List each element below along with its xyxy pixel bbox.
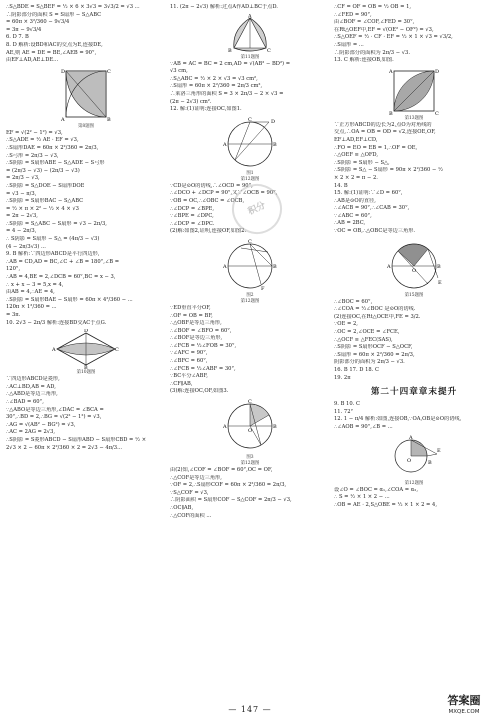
answer-line: 30°,∴BD = 2,∴BG = √(2² − 1²) = √3, [6,414,102,421]
col1-mid-block [6,130,166,320]
answer-line: ∴AC⊥BD,AB = AD, [6,383,56,390]
answer-line: ∴∠ACB = 90°,∴∠CAB = 30°, [334,205,410,212]
answer-column-middle [170,4,330,700]
svg-text:A: A [223,141,227,148]
answer-line: ∵∠BPE = ∠DPC, [170,213,214,220]
answer-line: ∴ x + x − 3 = 5,x = 4, [6,281,64,288]
answer-line: ∴ S = ½ × 1 × 2 − ... [334,494,390,501]
answer-line: (2π − 2√3) cm². [170,98,212,105]
answer-line: = √3 − π/3, [6,190,37,197]
answer-line: ∴S阴影 = S△DOE − S扇形DOE [6,182,85,189]
answer-line: ∴S△ADE = ½ AE · EF = √3, [6,137,79,144]
svg-text:A: A [248,13,252,20]
answer-line: ∵正方形ABCD的边长为2,点O为对角线的 [334,121,432,128]
answer-line: (3)解:连接OC,OF,如图3. [170,388,229,395]
svg-text:C: C [248,116,252,123]
answer-line: ∴∠BOF = ∠BFO = 60°, [170,327,232,334]
answer-line: 在Rt△OEF中,EF = √(OE² − OF²) = √3, [334,26,434,33]
svg-text:C: C [115,347,119,354]
answer-line: ∵OC = OB,∴△OBC是等边三角形. [334,228,416,235]
svg-text:B: B [273,424,277,431]
answer-line: ∴莱洛三角形的面积 S = 3 × 2π/3 − 2 × √3 = [170,90,284,97]
answer-line: ∵OF = 2,∴S扇形COF = 60π × 2²/360 = 2π/3, [170,482,287,489]
col2-q12c-block [170,467,330,520]
col3-after-block [334,401,494,431]
answer-line: ∴∠DCP = ∠BPE, [170,205,214,212]
answer-line: ∴S△BDE = S△BEF = ½ × 6 × 3√3 = 3√3/2 = √3 ... [6,4,140,10]
answer-line: 16. B 17. D 18. C [334,367,379,373]
answer-line: ∴∠BOF是等边三角形, [170,335,223,342]
answer-line: ∵∠AFC = 90°, [170,350,208,357]
answer-line: ∴∠COA = ½∠BOC 是⊙O的切线. [334,306,416,313]
answer-line: ∴S扇形DAE = 60π × 2²/360 = 2π/3, [6,144,99,151]
answer-line: ∴△ABD是等边三角形, [6,391,58,398]
answer-line: ∴∠BOC = 60°, [334,298,373,305]
figure-q10-rhombus [51,329,121,369]
answer-line: ∴S阴影 = S扇形BAC − S△ABC [6,198,84,205]
answer-line: ∴阴影部分的面积为 2π/3 − √3. [334,49,410,56]
svg-text:A: A [387,263,391,270]
answer-line: 2√3 × 2 − 60π × 2²/360 × 2 = 2√3 − 4π/3... [6,444,123,451]
answer-line: 120π × 1²/360 = ... [6,304,57,311]
answer-line: = ½ × π × 2² − ½ × 4 × √3 [6,205,79,212]
svg-text:B: B [437,263,441,270]
figure-q12-subcaption-1: 第12题图 [240,176,260,182]
answer-line: ∴∠BAD = 60°, [6,398,44,405]
answer-line: = 3π. [6,312,21,318]
svg-text:F: F [261,285,265,292]
col3-end-block [334,487,494,510]
svg-text:C: C [107,68,111,75]
svg-text:C: C [267,47,271,54]
figure-q12-diagram-3 [221,398,279,454]
answer-line: ∴∠AOB = 90°,∠B = ... [334,423,393,430]
answer-line: ∴S扇形 = ... [334,41,364,48]
answer-line: ∴S阴影 = S菱形ABCD − S扇形ABD − S扇形CBD = ½ × [6,436,147,443]
answer-line: ∴S△OEF = ½ · CF · EF = ½ × 1 × √3 = √3/2, [334,34,453,41]
answer-line: ∴S弓形 = 2π/3 − √3, [6,152,59,159]
answer-line: ∵△ABO是等边三角形,∠DAC = ∠BCA = [6,406,104,413]
answer-line: 9. B 10. C [334,401,360,408]
answer-line: ∴S阴影 = S扇形ABE − S△ADE − S弓形 [6,160,105,167]
answer-line: ∴OC = 2,∠OCE = ∠FCE, [334,329,400,336]
answer-line: ∴S阴影 = S扇形BAE − S扇形 = 60π × 4²/360 − ... [6,296,133,303]
answer-line: = 3π − 9√3/4 [6,26,42,33]
answer-line: ∵CD是⊙O的切线,∴∠OCD = 90°, [170,182,253,189]
answer-line: ∴△OEF ≌ △OFD, [334,152,379,159]
answer-line: ∵OE = 2, [334,321,358,328]
svg-text:B: B [273,263,277,270]
svg-text:A: A [389,68,393,75]
answer-column-left [6,4,166,700]
figure-q12-diagram-1 [221,116,279,170]
svg-text:B: B [107,116,111,123]
answer-line: ∴FO = EO = EB = 1,∴OF = OE, [334,144,418,151]
answer-line: ∴S扇形 = 60π × 2²/360 = 2π/3 cm², [170,83,263,90]
answer-line: 9. B 解析:∵四边形ABCD是平行四边形, [6,251,100,258]
answer-line: ∴∠FCB = ½∠FOB = 30°, [170,342,237,349]
figure-q8-caption: 第8题图 [78,123,94,129]
col2-mid-block [170,61,330,114]
answer-line: ∵∠ABC = 60°, [334,212,372,219]
figure-q10-caption: 第10题图 [76,370,96,376]
answer-line: ∴CF = OF = OB = ½ OB = 1, [334,4,412,10]
svg-text:O: O [248,428,253,435]
figure-q13-square [389,67,439,115]
answer-line: (2)解:如图2,证明,连接OF,如图2. [170,228,247,235]
svg-text:A: A [52,347,56,354]
answer-line: √3 cm, [170,68,188,75]
answer-line: ∴OC∥AB, [170,505,194,511]
svg-text:B: B [228,47,232,54]
svg-text:C: C [248,238,252,245]
svg-text:A: A [223,424,227,431]
answer-line: ∴AB = CD,AD = BC,∠C + ∠B = 180°,∠B = [6,258,120,265]
answer-line: 14. B [334,182,348,189]
figure-q12-chapter-caption: 第12题图 [404,480,424,486]
page-number: — 147 — [228,705,272,714]
answer-line: 10. 2√3 − 2π/3 解析:连接BD交AC于点G. [6,319,107,326]
figure-q12-caption-3: 图3 [246,455,254,461]
svg-text:C: C [248,399,252,406]
answer-line: ∵S△COF = √3, [170,489,209,496]
answer-line: 19. 2π [334,374,351,381]
col3-top-block [334,4,494,65]
answer-line: 11. 72° [334,408,354,415]
answer-column-right [334,4,494,700]
figure-q15-caption: 第15题图 [404,292,424,298]
watermark-stamp: 积分 [224,176,290,242]
answer-line: ∴△OBF是等边三角形, [170,320,222,327]
answer-line: ∴ S阴影 = S扇形 − S△ = (4π/3 − √3) [6,236,100,243]
answer-line: ∵四边形ABCD是菱形, [6,376,60,383]
answer-line: ∴△COF的面积 ... [170,512,212,519]
answer-line: EF = √(2² − 1²) = √3, [6,129,63,136]
svg-text:D: D [435,68,439,75]
answer-line: ∴∠FED = 90°, [334,11,372,18]
answer-line: (4 − 2π/3√3) ... [6,243,46,250]
answer-line: ∴∠DCP = ∠DPC. [170,220,215,227]
answer-line: ∴AB = 2BC, [334,220,366,227]
answer-line: (2)连接OC,在Rt△OCE中,FE = 3/2. [334,313,421,320]
answer-line: EF⊥AD,EF⊥CD, [334,136,378,143]
svg-text:A: A [409,434,413,441]
answer-line: ∵OB = OC,∴∠OBC = ∠OCB, [170,197,245,204]
col2-top-block [170,4,330,12]
answer-line: ∴AC = 2AG = 2√3, [6,429,56,436]
answer-line: ∴S阴影 = S△ABC − S扇形 = √3 − 2π/3, [6,220,107,227]
chapter-heading: 第二十四章章末提升 [370,387,458,398]
answer-line: ∴AB = 4,BE = 2,∠DCB = 60°,BC = x − 3, [6,274,116,281]
answer-line: = 60π × 3²/360 − 9√3/4 [6,19,70,26]
svg-text:B: B [273,141,277,148]
answer-line: = (2π/3 − √3) − (2π/3 − √3) [6,167,80,174]
svg-text:B: B [84,365,88,370]
figure-q15-circle [386,238,442,292]
answer-line: 交点,∴OA = OB = OD = √2,连接OE,OF, [334,129,436,136]
figure-q12-chapter [387,434,441,480]
answer-line: = 2π − 2√3, [6,213,38,220]
answer-line: ∵BC平分∠ABF, [170,373,208,380]
answer-line: ∴S阴影 = S△ − S扇形 = 90π × 2²/360 − ½ [334,167,443,174]
col3-q15-block [334,299,494,383]
answer-line: 13. C 解析:连接OB,如图. [334,57,394,64]
answer-line: 6. D 7. B [6,34,29,41]
answer-line: ∴阴影面积 = S扇形COF − S△COF = 2π/3 − √3, [170,497,292,504]
svg-text:D: D [61,68,66,75]
answer-line: 由∠BOF = ∠COF,∠FED = 30°, [334,19,415,26]
answer-line: ∴AG = √(AB² − BG²) = √3, [6,421,76,428]
answer-line: ∴∠BFC = 60°, [170,358,208,365]
answer-line: 阴影部分的面积为 2π/3 − √3. [334,359,405,366]
answer-line: ∴△COF是等边三角形, [170,474,222,481]
answer-line: ∴∠DCO + ∠DCP = 90°,又∵∠OCB = 90°, [170,190,278,197]
answer-line: ∴△OCF ≌ △FEC(SAS), [334,336,393,343]
answer-line: × 2 × 2 = π − 2. [334,174,378,181]
answer-line: ∴∠FCB = ½∠ABF = 30°, [170,365,236,372]
figure-q12-caption-2: 图2 [246,292,254,298]
answer-line: 由AB = 4,∴AE = 4, [6,289,55,296]
figure-q11-reuleaux [226,14,274,54]
answer-line: ∵ED垂直平分OF, [170,304,211,311]
figure-q8-square [60,67,112,123]
svg-text:E: E [438,279,442,286]
answer-line: 11. (2π − 2√3) 解析:过点A作AD⊥BC于点D. [170,4,278,10]
col3-mid-block [334,122,494,236]
answer-line: 由(2)知,∠COF = ∠BOF = 60°,OC = OF, [170,467,273,474]
answer-line: ∴S△ABC = ½ × 2 × √3 = √3 cm², [170,75,258,82]
svg-text:E: E [437,447,441,454]
answer-line: 由EF⊥AD,AE⊥DE... [6,57,59,64]
svg-text:A: A [223,263,227,270]
answer-line: ∴AB是⊙O的直径, [334,197,376,204]
svg-text:O: O [412,267,417,274]
svg-text:B: B [428,459,432,466]
corner-logo-text: 答案圈 [447,694,481,707]
answer-line: = 4 − 2π/3, [6,228,37,235]
svg-text:O: O [407,457,412,464]
answer-line: ∴S阴影 = S扇形OCF − S△OCF, [334,344,413,351]
corner-logo [432,694,496,722]
svg-text:C: C [435,110,439,115]
answer-line: ∴CF∥AB, [170,380,193,387]
answer-line: ∴OF = OB = BF, [170,312,213,319]
col1-top-block [6,4,166,65]
answer-line: 15. 解:(1)证明:∵∠D = 60°, [334,190,403,197]
answer-line: 12. 解:(1)证明:连接OC,如图1. [170,106,242,113]
figure-q13-caption: 第13题图 [404,115,424,121]
col1-bottom-block [6,376,166,452]
answer-line: 120°, [6,266,21,273]
answer-line: ∴阴影部分的面积 S = S扇形 − S△ABC [6,11,102,18]
answer-line: ∵AB = AC = BC = 2 cm,AD = √(AB² − BD²) = [170,60,291,67]
answer-line: 设∠O = ∠BOC = α₁,∠COA = α₂, [334,486,418,493]
answer-line: 8. D 解析:设BD和AC的交点为E,连接DE, [6,41,103,48]
answer-line: ∴S阴影 = S扇形 − S△, [334,159,390,166]
svg-text:D: D [84,329,89,335]
svg-text:A: A [61,116,65,123]
answer-line: ∴S扇形 = 60π × 2²/360 = 2π/3, [334,351,415,358]
col2-q12b-block [170,305,330,396]
col1-q10-block [6,320,166,328]
answer-line: 12. 1 − π/4 解析:如图,连接OB,∵OA,OB是⊙O的切线, [334,416,462,423]
answer-line: ∴OB = AE · 2,S△OBE = ½ × 1 × 2 = 4, [334,501,437,508]
answer-line: = 2π/3 − √3, [6,175,40,182]
svg-text:B: B [389,110,393,115]
figure-q12-subcaption-2: 第12题图 [240,298,260,304]
figure-q12-caption-1: 图1 [246,170,254,176]
figure-q12-subcaption-3: 第12题图 [240,461,260,467]
answer-line: AE,则 AE = DE = BE,∠AEB = 90°, [6,49,97,56]
figure-q12-diagram-2 [221,238,279,292]
svg-text:D: D [271,118,276,125]
figure-q11-caption: 第11题图 [240,54,260,60]
corner-logo-subtext: MXQE.COM [448,709,480,715]
